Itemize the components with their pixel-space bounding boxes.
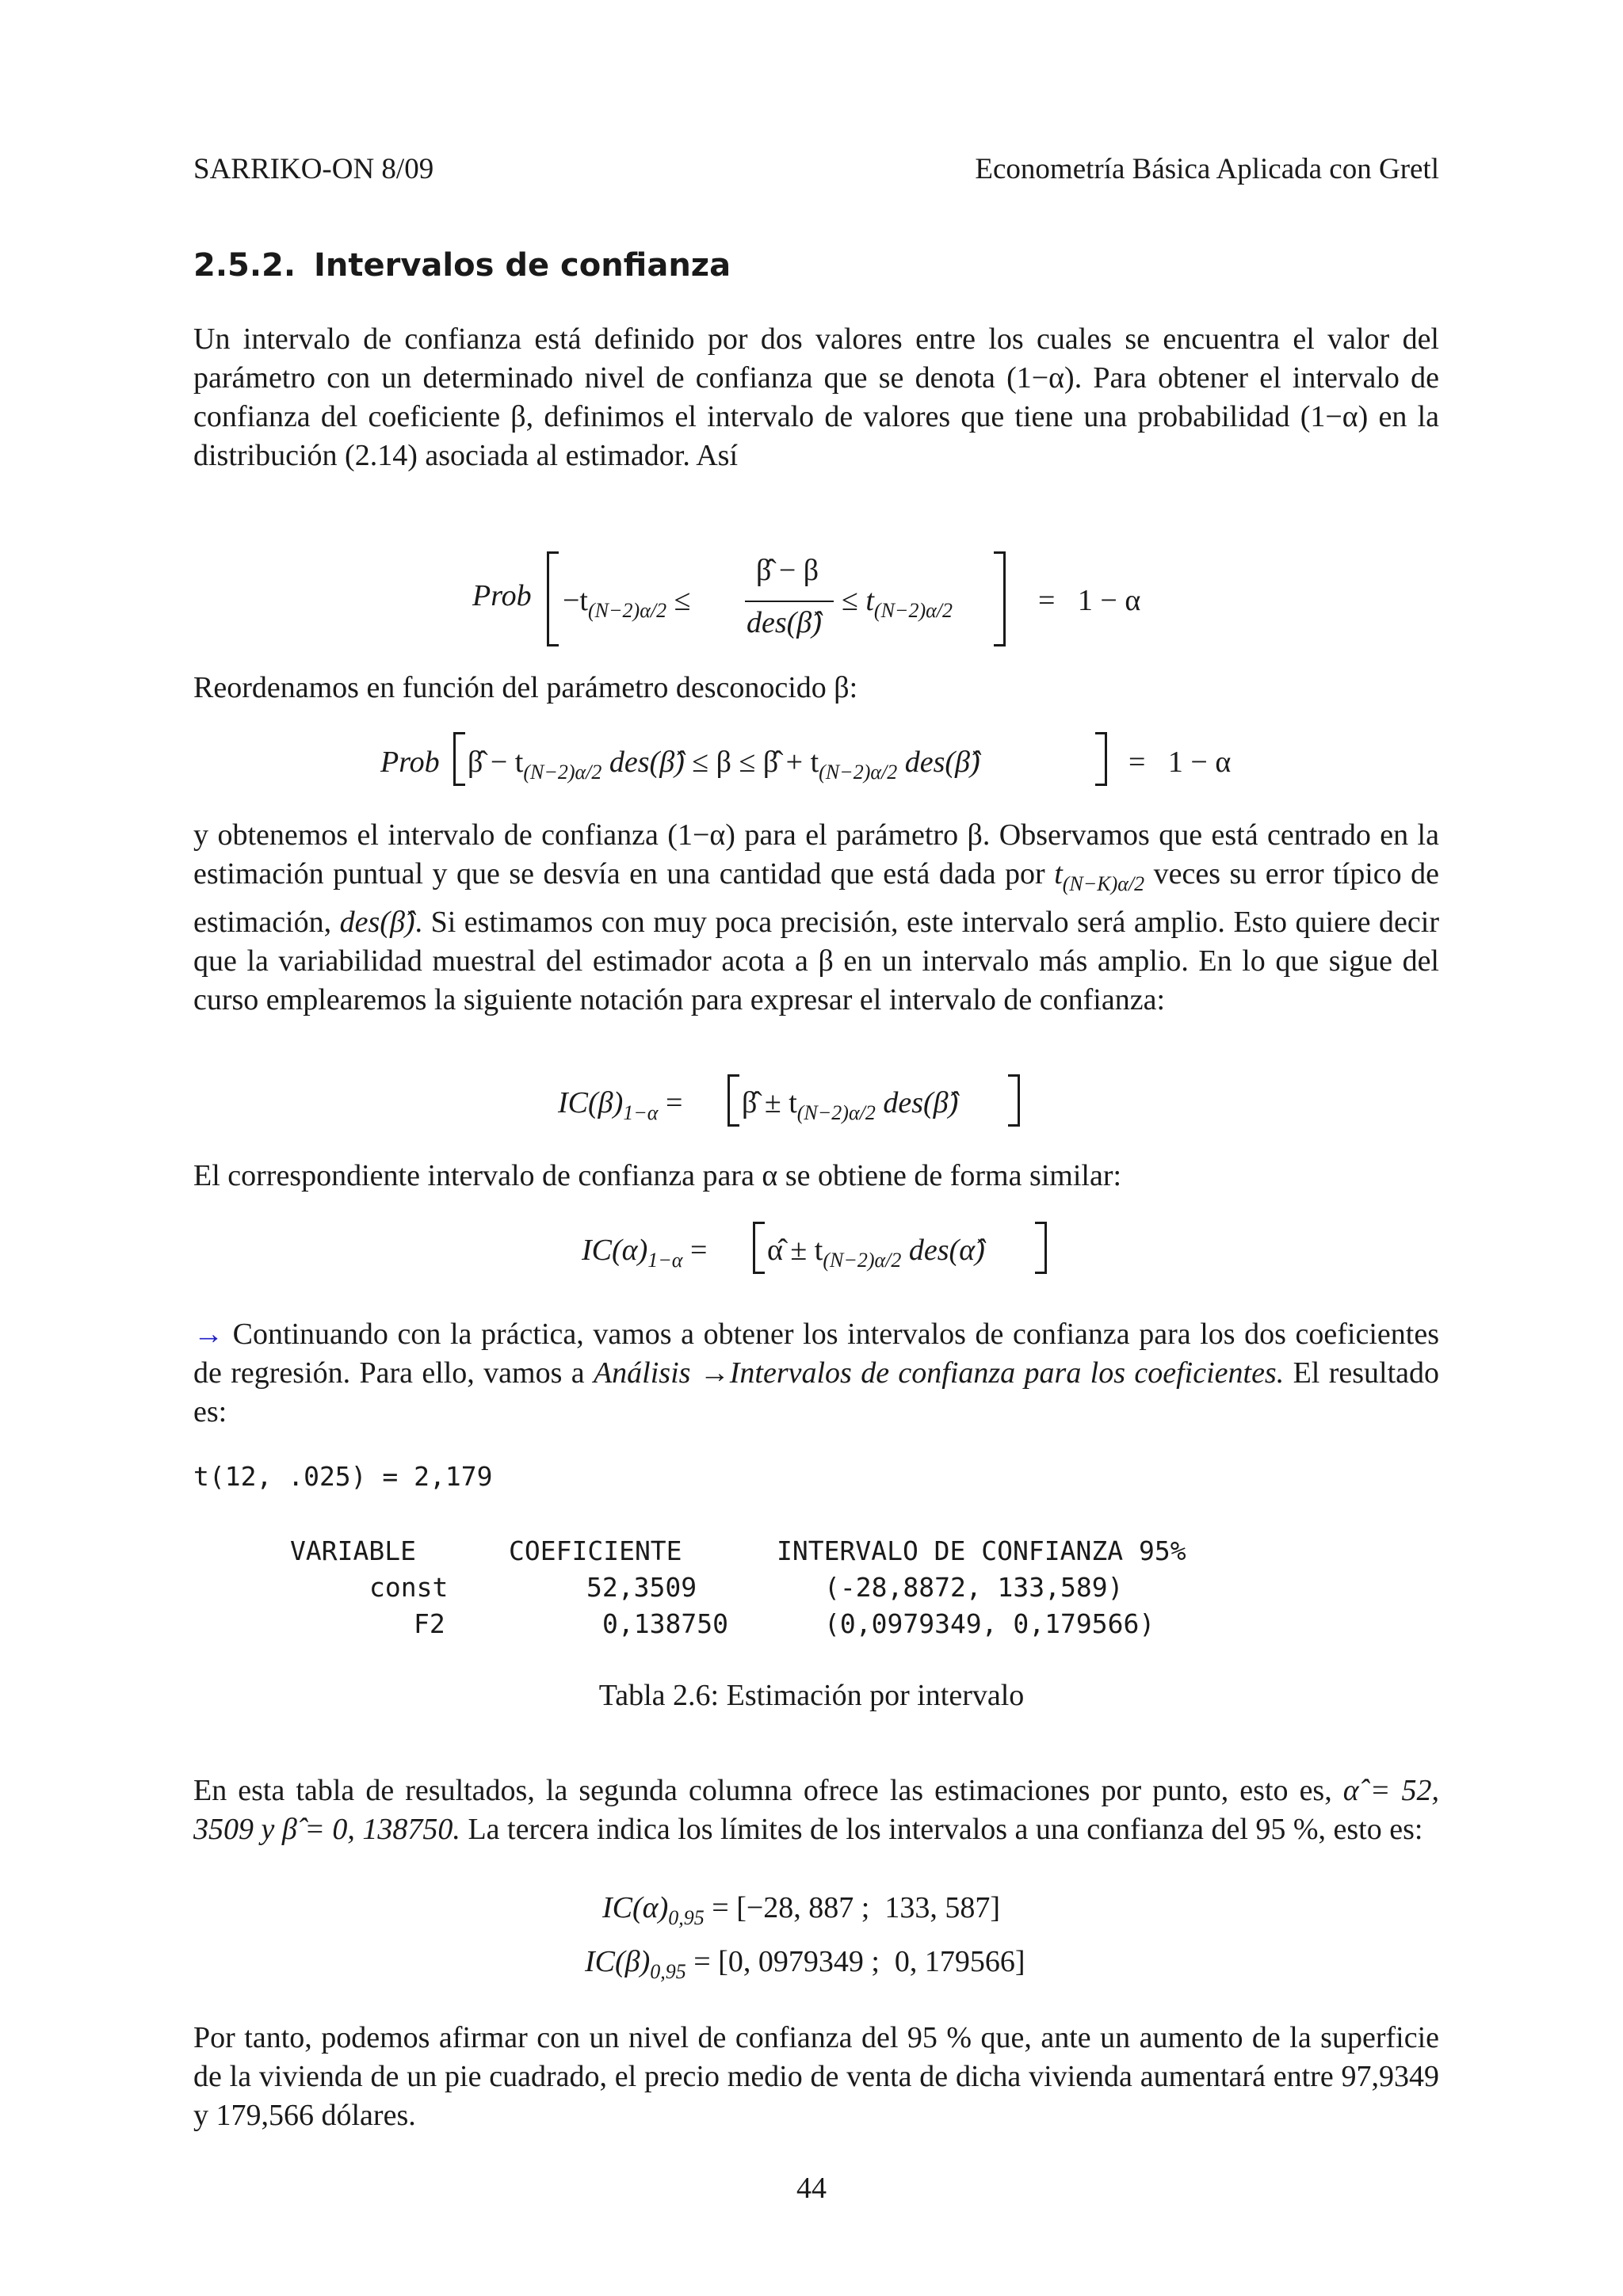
- row-variable: F2: [414, 1608, 445, 1639]
- paragraph-practice: [193, 1315, 1439, 1432]
- p3-des-beta: des(β̂): [339, 906, 415, 939]
- eq4-left-bracket: [753, 1222, 765, 1274]
- eq1-denominator: des(β̂): [747, 606, 822, 639]
- row-interval: (0,0979349, 0,179566): [824, 1608, 1155, 1639]
- eq1-fraction-line: [745, 601, 834, 602]
- section-title: Intervalos de confianza: [314, 247, 731, 284]
- row-coef: 0,138750: [602, 1608, 728, 1639]
- eq1-sub-right: (N−2)α/2: [873, 599, 953, 622]
- eq1-minus-t: −t: [563, 584, 588, 617]
- paragraph-alpha-interval: El correspondiente intervalo de confianza para α se obtiene de forma similar:: [193, 1159, 1122, 1192]
- col-header-coeficiente: COEFICIENTE: [509, 1535, 682, 1566]
- eq2-beta-minus-t: β̂ − t: [468, 746, 524, 779]
- eq4-sub: 1−α: [647, 1249, 683, 1272]
- ic095-alpha-lhs: IC(α): [602, 1891, 669, 1924]
- p3-text-c: . Si estimamos con muy poca precisión, este intervalo será amplio. Esto quiere decir que la variabilidad muestral del estimador acota a β en un intervalo más amplio. En lo que sigue del curso emplearemos la siguiente notación para expresar el intervalo de confianza:: [193, 906, 1439, 1016]
- eq1-t-right: t: [865, 584, 874, 617]
- eq4-ic-alpha: IC(α): [582, 1234, 648, 1267]
- eq2-sub-1: (N−2)α/2: [523, 761, 602, 784]
- eq3-sub-t: (N−2)α/2: [796, 1101, 876, 1124]
- eq2-middle: ≤ β ≤: [684, 746, 763, 779]
- paragraph-conclusion: Por tanto, podemos afirmar con un nivel de confianza del 95 % que, ante un aumento de la superficie de la vivienda de un pie cuadrado, el precio medio de venta de dicha vivienda aumentará entre 97,9349 y 179,566 dólares.: [193, 2021, 1439, 2132]
- ic095-alpha-val: = [−28, 887 ; 133, 587]: [712, 1891, 1000, 1924]
- eq3-ic-beta: IC(β): [558, 1086, 624, 1119]
- eq3-des: des(β̂): [883, 1086, 959, 1119]
- paragraph-centered-estimate: [193, 816, 1439, 1020]
- running-header-right: Econometría Básica Aplicada con Gretl: [975, 153, 1439, 185]
- ic095-beta-sub: 0,95: [650, 1960, 686, 1983]
- eq1-rhs: = 1 − α: [1038, 584, 1141, 617]
- paragraph-intro: Un intervalo de confianza está definido por dos valores entre los cuales se encuentra el valor del parámetro con un determinado nivel de confianza que se denota (1−α). Para obtener el intervalo de confianza del coeficiente β, definimos el intervalo de valores que tiene una probabilidad (1−α) en la distribución (2.14) asociada al estimador. Así: [193, 322, 1439, 472]
- p3-text-a: y obtenemos el intervalo de confianza (1−α) para el parámetro β. Observamos que está centrado en la estimación puntual y que se desvía en una cantidad que está dada por: [193, 818, 1439, 891]
- eq2-prob: Prob: [380, 746, 440, 779]
- eq3-pm: β̂ ± t: [742, 1086, 797, 1119]
- col-header-variable: VARIABLE: [290, 1535, 416, 1566]
- eq1-leq-left: ≤: [674, 584, 691, 617]
- page-number: 44: [796, 2172, 827, 2205]
- row-interval: (-28,8872, 133,589): [824, 1572, 1124, 1603]
- eq3-sub: 1−α: [623, 1101, 659, 1124]
- p3-text-b: veces su error típico de estimación,: [193, 857, 1439, 939]
- section-heading: [193, 247, 731, 284]
- eq1-sub-left: (N−2)α/2: [588, 599, 667, 622]
- ic095-beta-val: = [0, 0979349 ; 0, 179566]: [693, 1945, 1025, 1978]
- section-number: 2.5.2.: [193, 247, 296, 284]
- p3-sub-nk: (N−K)α/2: [1062, 872, 1145, 895]
- p6-text-a: En esta tabla de resultados, la segunda columna ofrece las estimaciones por punto, esto es,: [193, 1774, 1343, 1807]
- eq1-left-bracket: [547, 551, 559, 646]
- eq1-leq-right: ≤: [842, 584, 858, 617]
- eq4-sub-t: (N−2)α/2: [823, 1249, 902, 1272]
- eq4-pm: α̂ ± t: [767, 1234, 823, 1267]
- t-critical-line: t(12, .025) = 2,179: [193, 1461, 493, 1492]
- eq2-right-bracket: [1095, 732, 1107, 786]
- eq4-des: des(α̂): [908, 1234, 985, 1267]
- eq2-left-bracket: [453, 732, 465, 786]
- eq2-des-2: des(β̂): [904, 746, 980, 779]
- p3-t: t: [1054, 857, 1063, 891]
- p5-text-b: El resultado es:: [193, 1356, 1439, 1428]
- eq2-des-1: des(β̂): [609, 746, 685, 779]
- eq2-rhs: = 1 − α: [1128, 746, 1232, 779]
- eq3-right-bracket: [1008, 1074, 1020, 1127]
- row-coef: 52,3509: [586, 1572, 697, 1603]
- p5-text-a: Continuando con la práctica, vamos a obtener los intervalos de confianza para los dos coeficientes de regresión. Para ello, vamos a: [193, 1318, 1439, 1390]
- eq1-right-bracket: [994, 551, 1006, 646]
- p6-estimates: α̂ = 52, 3509 y β̂ = 0, 138750.: [193, 1774, 1439, 1846]
- eq4-right-bracket: [1035, 1222, 1047, 1274]
- eq2-beta-plus-t: β̂ + t: [762, 746, 819, 779]
- row-variable: const: [369, 1572, 449, 1603]
- p5-menu-path: Análisis →Intervalos de confianza para los coeficientes.: [593, 1356, 1285, 1390]
- eq1-numerator: β̂ − β: [756, 554, 819, 587]
- col-header-intervalo: INTERVALO DE CONFIANZA 95%: [777, 1535, 1186, 1566]
- paragraph-reorder: Reordenamos en función del parámetro desconocido β:: [193, 671, 858, 704]
- running-header-left: SARRIKO-ON 8/09: [193, 153, 434, 185]
- paragraph-results: [193, 1772, 1439, 1849]
- eq1-prob: Prob: [472, 579, 532, 612]
- p6-text-b: La tercera indica los límites de los intervalos a una confianza del 95 %, esto es:: [460, 1813, 1423, 1846]
- document-page: SARRIKO-ON 8/09 Econometría Básica Aplicada con Gretl 2.5.2. Intervalos de confianza Un intervalo de confianza está definido por dos valores entre los cuales se encuentra el valor del parámetro con un determinado nivel de confianza que se denota (1−α). Para obtener el intervalo de confianza del coeficiente β, definimos el intervalo de valores que tiene una probabilidad (1−α) en la distribución (2.14) asociada al estimador. Así Prob $-t_{(N-2)\alpha/2}$ ≤ β̂ − β des(β̂) ≤ $t_{(N-2)\alpha/2}$ = 1 − α Reordenamos en función del parámetro desconocido β: Prob β̂ − $t_{(N-2)\alpha/2}$ des(β̂) ≤ β ≤ β̂ + $t_{(N-2)\alpha/2}$ des(β̂) = 1 − α y obtenemos el intervalo de confianza (1−α) para el parámetro β. Observamos que está centrado en la estimación puntual y que se desvía en una cantidad que está dada por $t_{(N-K)\alpha/2}$ veces su error típico de estimación, des(β̂). Si estimamos con muy poca precisión, este intervalo será amplio. Esto quiere decir que la variabilidad muestral del estimador acota a β en un intervalo más amplio. En lo que sigue del curso emplearemos la siguiente notación para expresar el intervalo de confianza: $IC(\beta)_{1-\alpha}$ = β̂ ± $t_{(N-2)\alpha/2}$ des(β̂) El correspondiente intervalo de confianza para α se obtiene de forma similar: $IC(\alpha)_{1-\alpha}$ = α̂ ± $t_{(N-2)\alpha/2}$ des(α̂) → Continuando con la práctica, vamos a obtener los intervalos de confianza para los dos coeficientes de regresión. Para ello, vamos a Análisis →Intervalos de confianza para los coeficientes. El resultado es: t(12, .025) = 2,179 VARIABLE COEFICIENTE INTERVALO DE CONFIANZA 95% const 52,3509 (-28,8872, 133,589) F2 0,138750 (0,0979349, 0,179566) Tabla 2.6: Estimación por intervalo En esta tabla de resultados, la segunda columna ofrece las estimaciones por punto, esto es, α̂ = 52, 3509 y β̂ = 0, 138750. La tercera indica los límites de los intervalos a una confianza del 95 %, esto es: $IC(\alpha)_{0,95} = [-28$, 887 ; 133, 587] $IC(\beta)_{0,95} = [0$, 0979349 ; 0, 179566] Por tanto, podemos afirmar con un nivel de confianza del 95 % que, ante un aumento de la superficie de la vivienda de un pie cuadrado, el precio medio de venta de dicha vivienda aumentará entre 97,9349 y 179,566 dólares. 44: [0, 0, 1623, 2296]
- eq2-sub-2: (N−2)α/2: [819, 761, 898, 784]
- practice-arrow-icon: →: [193, 1318, 223, 1351]
- ic095-alpha-sub: 0,95: [668, 1906, 705, 1929]
- ic095-beta-lhs: IC(β): [585, 1945, 651, 1978]
- eq3-left-bracket: [727, 1074, 739, 1127]
- table-caption: Tabla 2.6: Estimación por intervalo: [598, 1679, 1025, 1712]
